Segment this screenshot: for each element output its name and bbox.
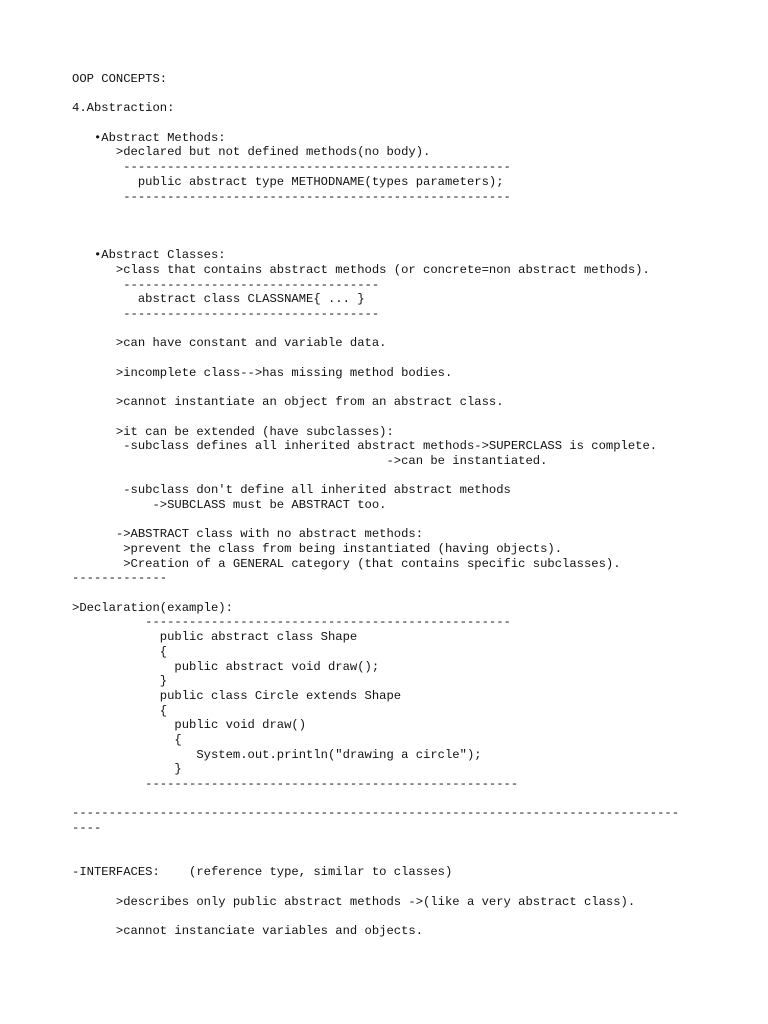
document-line: >it can be extended (have subclasses): xyxy=(72,424,394,439)
document-line: >Declaration(example): xyxy=(72,600,233,615)
document-line: public abstract void draw(); xyxy=(72,659,380,674)
document-line: ----------------------------------------------------- xyxy=(72,160,511,175)
document-line xyxy=(72,586,679,601)
document-text xyxy=(72,72,679,939)
document-line: •Abstract Classes: xyxy=(72,248,226,263)
document-line: ------------- xyxy=(72,571,168,586)
document-line xyxy=(72,322,679,337)
document-line xyxy=(72,792,679,807)
document-line: >Creation of a GENERAL category (that contains specific subclasses). xyxy=(72,556,621,571)
document-line: ----------------------------------- xyxy=(72,277,380,292)
document-line: { xyxy=(72,732,182,747)
document-line: OOP CONCEPTS: xyxy=(72,72,168,86)
document-line: >can have constant and variable data. xyxy=(72,336,387,351)
document-line: -subclass don't define all inherited abstract methods xyxy=(72,483,511,498)
document-line: ----------------------------------------------------- xyxy=(72,189,511,204)
document-line xyxy=(72,880,679,895)
document-line: -INTERFACES: (reference type, similar to classes) xyxy=(72,865,453,880)
document-line xyxy=(72,410,679,425)
document-line xyxy=(72,850,679,865)
document-line: { xyxy=(72,703,168,718)
document-line: •Abstract Methods: xyxy=(72,130,226,145)
document-line: ----------------------------------------------------------------------------------- xyxy=(72,806,680,821)
document-line: public void draw() xyxy=(72,718,307,733)
document-line xyxy=(72,513,679,528)
document-line: >describes only public abstract methods ->(like a very abstract class). xyxy=(72,894,636,909)
document-line: >class that contains abstract methods (or concrete=non abstract methods). xyxy=(72,262,650,277)
document-line xyxy=(72,234,679,249)
document-line: >declared but not defined methods(no body). xyxy=(72,145,431,160)
document-line xyxy=(72,351,679,366)
document-line: ---- xyxy=(72,821,102,836)
document-line: 4.Abstraction: xyxy=(72,101,175,116)
document-line xyxy=(72,836,679,851)
document-line: public abstract class Shape xyxy=(72,630,358,645)
document-line: ----------------------------------- xyxy=(72,307,380,321)
document-line xyxy=(72,469,679,484)
document-line: System.out.println("drawing a circle"); xyxy=(72,747,482,762)
document-line: >cannot instantiate an object from an abstract class. xyxy=(72,395,504,410)
document-line: -------------------------------------------------- xyxy=(72,615,511,630)
document-line: ->SUBCLASS must be ABSTRACT too. xyxy=(72,497,387,512)
document-line xyxy=(72,909,679,924)
document-line: abstract class CLASSNAME{ ... } xyxy=(72,292,365,307)
document-line xyxy=(72,87,679,102)
document-line: --------------------------------------------------- xyxy=(72,777,519,791)
document-line xyxy=(72,380,679,395)
document-line xyxy=(72,204,679,219)
document-line: { xyxy=(72,644,168,659)
document-line: public class Circle extends Shape xyxy=(72,688,402,703)
document-line xyxy=(72,116,679,131)
document-line: } xyxy=(72,762,182,777)
document-line: >cannot instanciate variables and objects. xyxy=(72,923,424,938)
document-line: } xyxy=(72,674,168,689)
document-line: >prevent the class from being instantiated (having objects). xyxy=(72,542,563,556)
document-line: >incomplete class-->has missing method bodies. xyxy=(72,365,453,380)
document-line: public abstract type METHODNAME(types parameters); xyxy=(72,174,504,189)
document-line xyxy=(72,219,679,234)
document-line: ->ABSTRACT class with no abstract methods: xyxy=(72,527,424,542)
document-line: -subclass defines all inherited abstract methods->SUPERCLASS is complete. xyxy=(72,439,658,454)
document-line: ->can be instantiated. xyxy=(72,453,548,468)
